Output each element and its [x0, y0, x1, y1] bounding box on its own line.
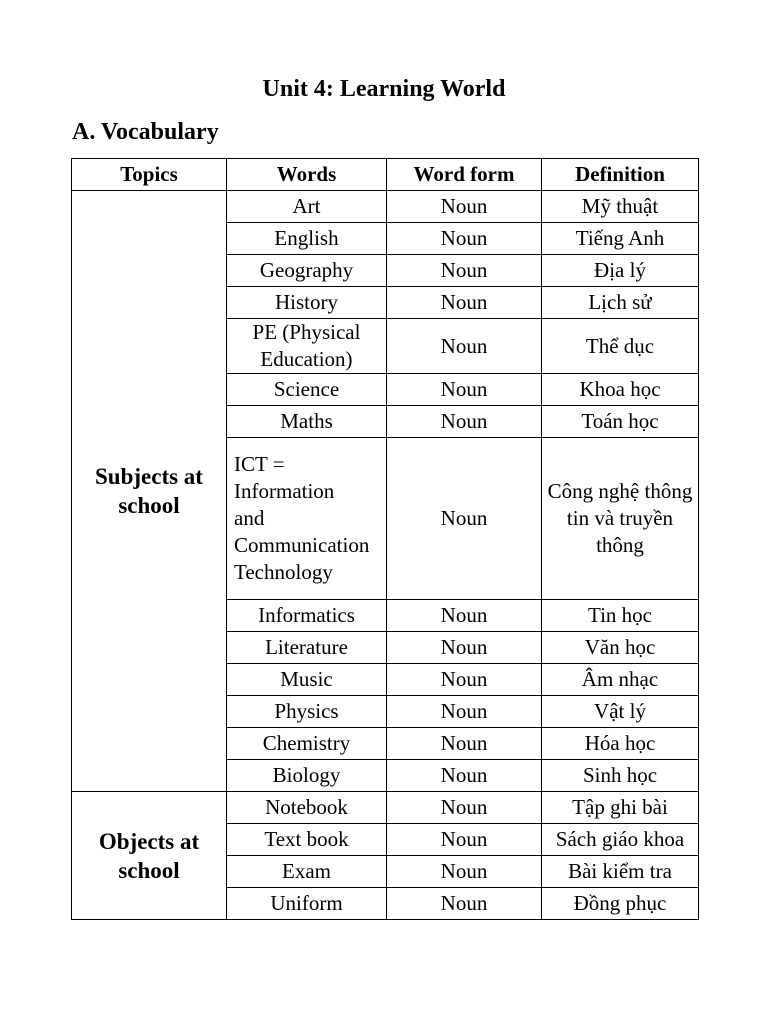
- definition-cell: Văn học: [542, 632, 699, 664]
- table-header-row: [72, 159, 699, 191]
- form-cell: Noun: [387, 760, 542, 792]
- topic-cell-subjects: Subjects at school: [72, 191, 227, 792]
- form-cell: Noun: [387, 287, 542, 319]
- form-cell: Noun: [387, 223, 542, 255]
- form-cell: Noun: [387, 792, 542, 824]
- word-line: Information: [234, 479, 335, 503]
- definition-cell: Sách giáo khoa: [542, 824, 699, 856]
- form-cell: Noun: [387, 824, 542, 856]
- header-topics: Topics: [72, 159, 227, 191]
- form-cell: Noun: [387, 888, 542, 920]
- word-cell: Literature: [227, 632, 387, 664]
- definition-cell: Công nghệ thông tin và truyền thông: [542, 438, 699, 600]
- word-cell: English: [227, 223, 387, 255]
- word-cell: Physics: [227, 696, 387, 728]
- definition-cell: Thể dục: [542, 319, 699, 374]
- word-cell: Biology: [227, 760, 387, 792]
- form-cell: Noun: [387, 728, 542, 760]
- table-row: [72, 191, 699, 223]
- form-cell: Noun: [387, 632, 542, 664]
- form-cell: Noun: [387, 255, 542, 287]
- definition-cell: Tiếng Anh: [542, 223, 699, 255]
- form-cell: Noun: [387, 856, 542, 888]
- word-cell: Maths: [227, 406, 387, 438]
- definition-cell: Đồng phục: [542, 888, 699, 920]
- word-cell: Informatics: [227, 600, 387, 632]
- section-heading: A. Vocabulary: [72, 119, 219, 145]
- definition-cell: Khoa học: [542, 374, 699, 406]
- word-cell: PE (Physical Education): [227, 319, 387, 374]
- word-cell: Chemistry: [227, 728, 387, 760]
- word-cell: Exam: [227, 856, 387, 888]
- definition-cell: Địa lý: [542, 255, 699, 287]
- definition-cell: Vật lý: [542, 696, 699, 728]
- table-row: [72, 792, 699, 824]
- definition-cell: Âm nhạc: [542, 664, 699, 696]
- form-cell: Noun: [387, 438, 542, 600]
- definition-cell: Mỹ thuật: [542, 191, 699, 223]
- word-line: Communication: [234, 533, 370, 557]
- definition-cell: Tin học: [542, 600, 699, 632]
- form-cell: Noun: [387, 191, 542, 223]
- word-cell: History: [227, 287, 387, 319]
- form-cell: Noun: [387, 600, 542, 632]
- topic-cell-objects: Objects at school: [72, 792, 227, 920]
- word-cell: [227, 438, 387, 600]
- word-cell: Music: [227, 664, 387, 696]
- form-cell: Noun: [387, 406, 542, 438]
- page-title: Unit 4: Learning World: [262, 76, 506, 102]
- header-word-form: Word form: [387, 159, 542, 191]
- form-cell: Noun: [387, 374, 542, 406]
- word-line: Technology: [234, 560, 333, 584]
- header-definition: Definition: [542, 159, 699, 191]
- word-cell: Text book: [227, 824, 387, 856]
- word-line: ICT =: [234, 452, 285, 476]
- word-cell: Uniform: [227, 888, 387, 920]
- word-line: and: [234, 506, 265, 530]
- word-cell: Science: [227, 374, 387, 406]
- definition-cell: Bài kiểm tra: [542, 856, 699, 888]
- definition-cell: Hóa học: [542, 728, 699, 760]
- header-words: Words: [227, 159, 387, 191]
- form-cell: Noun: [387, 664, 542, 696]
- word-cell: Art: [227, 191, 387, 223]
- word-cell: Geography: [227, 255, 387, 287]
- definition-cell: Tập ghi bài: [542, 792, 699, 824]
- word-cell: Notebook: [227, 792, 387, 824]
- definition-cell: Toán học: [542, 406, 699, 438]
- definition-cell: Lịch sử: [542, 287, 699, 319]
- form-cell: Noun: [387, 696, 542, 728]
- definition-cell: Sinh học: [542, 760, 699, 792]
- form-cell: Noun: [387, 319, 542, 374]
- vocabulary-table: [71, 158, 699, 920]
